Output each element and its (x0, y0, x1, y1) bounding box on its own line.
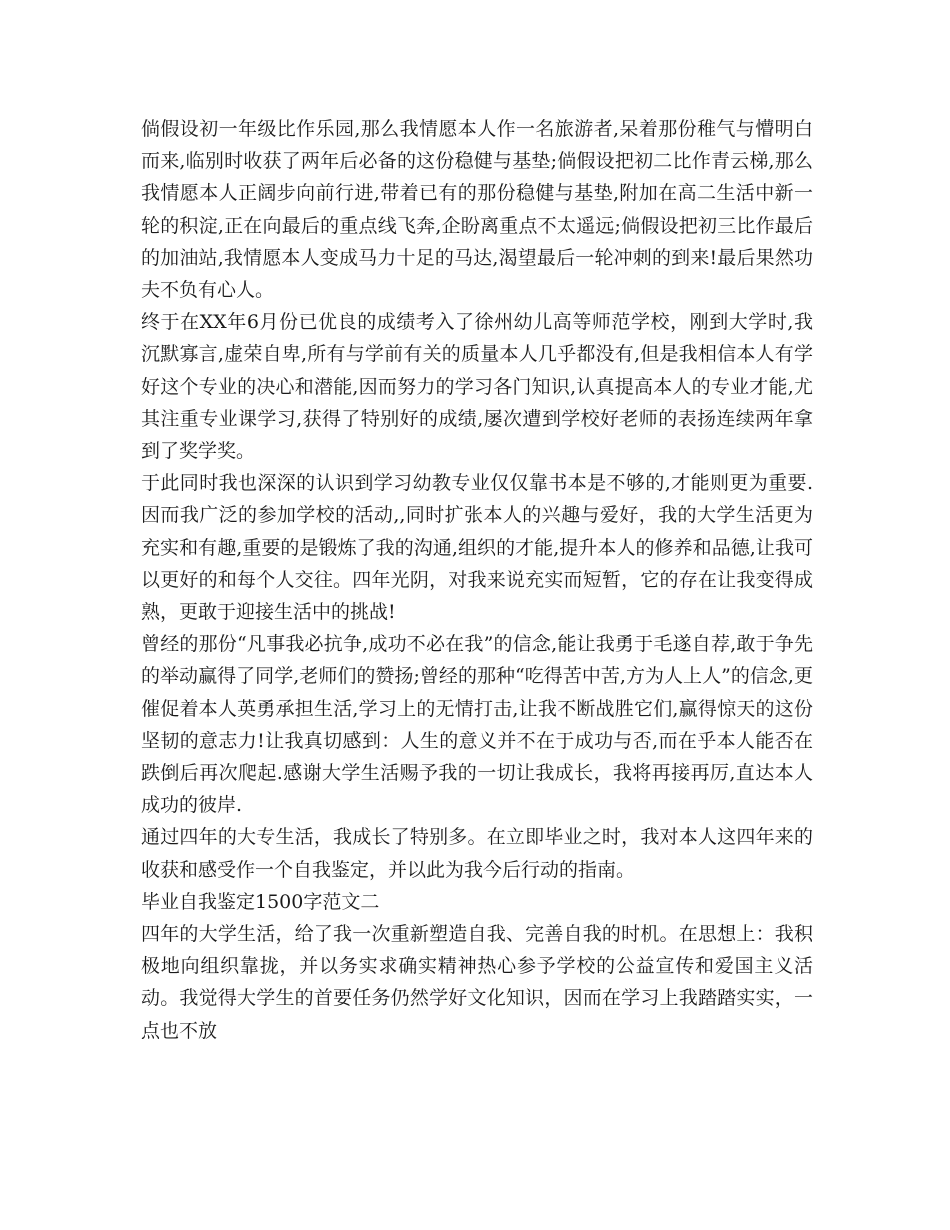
paragraph-1: 倘假设初一年级比作乐园,那么我情愿本人作一名旅游者,呆着那份稚气与懵明白而来,临别时收获了两年后必备的这份稳健与基垫;倘假设把初二比作青云梯,那么我情愿本人正阔步向前行进,带着已有的那份稳健与基垫,附加在高二生活中新一轮的积淀,正在向最后的重点线飞奔,企盼离重点不太遥远;倘假设把初三比作最后的加油站,我情愿本人变成马力十足的马达,渴望最后一轮冲刺的到来!最后果然功夫不负有心人。 (141, 118, 813, 302)
paragraph-5: 通过四年的大专生活，我成长了特别多。在立即毕业之时，我对本人这四年来的收获和感受作一个自我鉴定，并以此为我今后行动的指南。 (141, 826, 813, 881)
paragraph-6: 四年的大学生活，给了我一次重新塑造自我、完善自我的时机。在思想上：我积极地向组织靠拢，并以务实求确实精神热心参予学校的公益宣传和爱国主义活动。我觉得大学生的首要任务仍然学好文化知识，因而在学习上我踏踏实实，一点也不放 (141, 923, 813, 1042)
paragraph-4: 曾经的那份“凡事我必抗争,成功不必在我”的信念,能让我勇于毛遂自荐,敢于争先的举动赢得了同学,老师们的赞扬;曾经的那种“吃得苦中苦,方为人上人”的信念,更催促着本人英勇承担生活,学习上的无情打击,让我不断战胜它们,赢得惊天的这份坚韧的意志力!让我真切感到：人生的意义并不在于成功与否,而在乎本人能否在跌倒后再次爬起.感谢大学生活赐予我的一切让我成长，我将再接再厉,直达本人成功的彼岸. (141, 633, 813, 817)
paragraph-3: 于此同时我也深深的认识到学习幼教专业仅仅靠书本是不够的,才能则更为重要.因而我广泛的参加学校的活动,,同时扩张本人的兴趣与爱好，我的大学生活更为充实和有趣,重要的是锻炼了我的沟通,组织的才能,提升本人的修养和品德,让我可以更好的和每个人交往。四年光阴，对我来说充实而短暂，它的存在让我变得成熟，更敢于迎接生活中的挑战! (141, 472, 813, 624)
document-body (141, 113, 813, 1047)
paragraph-2: 终于在XX年6月份已优良的成绩考入了徐州幼儿高等师范学校，刚到大学时,我沉默寡言,虚荣自卑,所有与学前有关的质量本人几乎都没有,但是我相信本人有学好这个专业的决心和潜能,因而努力的学习各门知识,认真提高本人的专业才能,尤其注重专业课学习,获得了特别好的成绩,屡次遭到学校好老师的表扬连续两年拿到了奖学奖。 (141, 311, 813, 463)
section-heading: 毕业自我鉴定1500字范文二 (141, 890, 380, 913)
